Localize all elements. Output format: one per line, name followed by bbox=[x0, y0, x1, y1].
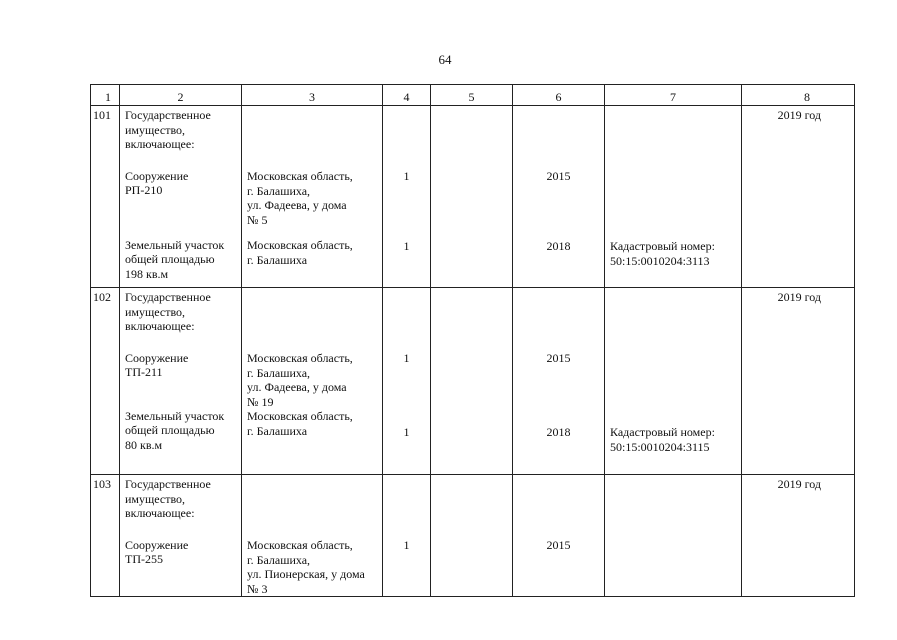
item-qty: 1 bbox=[403, 424, 410, 439]
empty-cell bbox=[431, 106, 513, 288]
item-address: Московская область, г. Балашиха, ул. Фадеева, у дома № 19 bbox=[247, 351, 353, 409]
year-cell: 2019 год bbox=[742, 106, 855, 288]
note-cell bbox=[605, 106, 742, 288]
item-name: Земельный участок общей площадью 198 кв.м bbox=[125, 237, 225, 281]
item-cell bbox=[120, 106, 242, 288]
item-note: Кадастровый номер: 50:15:0010204:3113 bbox=[610, 239, 715, 268]
item-cell bbox=[120, 475, 242, 597]
item-built: 2015 bbox=[546, 538, 571, 552]
col-header-7: 7 bbox=[605, 85, 742, 106]
col-header-1: 1 bbox=[91, 85, 120, 106]
built-cell bbox=[513, 106, 605, 288]
item-name: Сооружение ТП-211 bbox=[125, 350, 189, 379]
item-built: 2018 bbox=[546, 238, 571, 253]
item-qty: 1 bbox=[403, 238, 410, 253]
item-qty: 1 bbox=[403, 351, 410, 365]
year-cell: 2019 год bbox=[742, 475, 855, 597]
col-header-3: 3 bbox=[242, 85, 383, 106]
item-built: 2018 bbox=[546, 424, 571, 439]
item-name: Сооружение ТП-255 bbox=[125, 537, 189, 566]
group-title: Государственное имущество, включающее: bbox=[125, 108, 211, 151]
group-title: Государственное имущество, включающее: bbox=[125, 290, 211, 333]
item-built: 2015 bbox=[546, 169, 571, 183]
item-address: Московская область, г. Балашиха, ул. Пионерская, у дома № 3 bbox=[247, 538, 365, 596]
page-number: 64 bbox=[438, 52, 452, 67]
empty-cell bbox=[431, 288, 513, 475]
address-cell bbox=[242, 288, 383, 475]
item-name: Земельный участок общей площадью 80 кв.м bbox=[125, 408, 225, 452]
row-number: 103 bbox=[91, 475, 120, 597]
built-cell bbox=[513, 475, 605, 597]
item-cell bbox=[120, 288, 242, 475]
col-header-8: 8 bbox=[742, 85, 855, 106]
property-table bbox=[90, 84, 855, 597]
qty-cell bbox=[383, 106, 431, 288]
note-cell bbox=[605, 475, 742, 597]
address-cell bbox=[242, 475, 383, 597]
built-cell bbox=[513, 288, 605, 475]
row-number: 102 bbox=[91, 288, 120, 475]
item-built: 2015 bbox=[546, 351, 571, 365]
col-header-4: 4 bbox=[383, 85, 431, 106]
qty-cell bbox=[383, 288, 431, 475]
item-address: Московская область, г. Балашиха, ул. Фадеева, у дома № 5 bbox=[247, 169, 353, 227]
qty-cell bbox=[383, 475, 431, 597]
item-address: Московская область, г. Балашиха bbox=[247, 238, 353, 267]
table-row bbox=[91, 288, 855, 475]
group-title: Государственное имущество, включающее: bbox=[125, 477, 211, 520]
header-row bbox=[91, 85, 855, 106]
table-row bbox=[91, 106, 855, 288]
col-header-2: 2 bbox=[120, 85, 242, 106]
item-qty: 1 bbox=[403, 538, 410, 552]
item-qty: 1 bbox=[403, 169, 410, 183]
note-cell bbox=[605, 288, 742, 475]
col-header-6: 6 bbox=[513, 85, 605, 106]
item-address: Московская область, г. Балашиха bbox=[247, 409, 353, 438]
year-cell: 2019 год bbox=[742, 288, 855, 475]
item-name: Сооружение РП-210 bbox=[125, 168, 189, 197]
item-note: Кадастровый номер: 50:15:0010204:3115 bbox=[610, 425, 715, 454]
table-row bbox=[91, 475, 855, 597]
col-header-5: 5 bbox=[431, 85, 513, 106]
address-cell bbox=[242, 106, 383, 288]
row-number: 101 bbox=[91, 106, 120, 288]
empty-cell bbox=[431, 475, 513, 597]
